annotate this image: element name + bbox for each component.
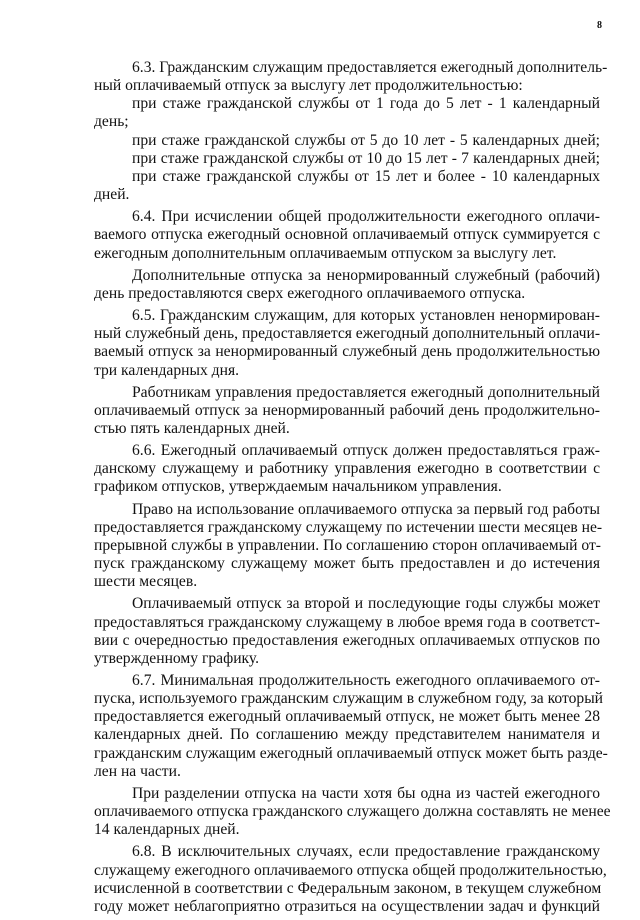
paragraph-first-year-leave — [94, 500, 603, 592]
text-line: ваемого отпуска ежегодный основной оплачиваемый отпуск суммируется с — [94, 226, 600, 244]
paragraph-6-6 — [94, 442, 600, 496]
text-line: предоставляется ежегодный оплачиваемый отпуск, не может быть менее 28 — [94, 708, 600, 726]
text-line: предоставляется гражданскому служащему по истечении шести месяцев не- — [94, 518, 603, 536]
paragraph-6-7 — [94, 672, 608, 781]
text-line: Дополнительные отпуска за ненормированный служебный (рабочий) — [132, 266, 600, 284]
paragraph-6-4 — [94, 208, 600, 262]
text-line: исчисленной в соответствии с Федеральным законом, в текущем служебном — [94, 879, 602, 897]
text-line: При разделении отпуска на части хотя бы одна из частей ежегодного — [132, 784, 600, 802]
paragraph-additional-leave — [94, 267, 600, 303]
text-line: ный оплачиваемый отпуск за выслугу лет продолжительностью: — [94, 77, 523, 95]
text-line: Оплачиваемый отпуск за второй и последующие годы службы может — [132, 595, 600, 613]
text-line: лен на части. — [94, 762, 181, 780]
text-line: гражданским служащим ежегодный оплачиваемый отпуск может быть разде- — [94, 744, 608, 762]
text-line: стью пять календарных дней. — [94, 419, 290, 437]
paragraph-6-8 — [94, 843, 607, 916]
text-line: при стаже гражданской службы от 1 года до 5 лет - 1 календарный — [132, 95, 600, 113]
text-line: ваемый отпуск за ненормированный служебный день продолжительностью — [94, 343, 600, 361]
text-line: году может неблагоприятно отразиться на осуществлении задач и функций — [94, 897, 600, 915]
text-line: шести месяцев. — [94, 573, 198, 591]
paragraph-6-3 — [94, 59, 608, 204]
text-line: 6.3. Гражданским служащим предоставляется ежегодный дополнитель- — [132, 59, 608, 76]
text-line: 6.7. Минимальная продолжительность ежегодного оплачиваемого от- — [132, 672, 600, 689]
text-line: Право на использование оплачиваемого отпуска за первый год работы — [132, 500, 600, 518]
text-line: календарных дней. По соглашению между представителем нанимателя и — [94, 726, 600, 744]
text-line: пуска, используемого гражданским служащим в служебном году, за который — [94, 690, 604, 708]
paragraph-subsequent-years — [94, 595, 600, 668]
text-line: 6.5. Гражданским служащим, для которых установлен ненормирован- — [132, 307, 600, 325]
page-number: 8 — [597, 20, 602, 31]
text-line: вии с очередностью предоставления ежегодных оплачиваемых отпусков по — [94, 631, 600, 649]
paragraph-staff-leave — [94, 384, 600, 438]
text-line: 14 календарных дней. — [94, 821, 240, 839]
text-line: день предоставляются сверх ежегодного оплачиваемого отпуска. — [94, 284, 526, 302]
text-line: данскому служащему и работнику управления ежегодно в соответствии с — [94, 460, 600, 478]
text-line: при стаже гражданской службы от 5 до 10 лет - 5 календарных дней; — [132, 131, 600, 149]
text-line: пуск гражданскому служащему может быть предоставлен и до истечения — [94, 555, 600, 573]
text-line: 6.8. В исключительных случаях, если предоставление гражданскому — [132, 843, 600, 861]
text-line: при стаже гражданской службы от 15 лет и более - 10 календарных — [132, 167, 600, 185]
paragraph-6-5 — [94, 307, 600, 380]
text-line: 6.4. При исчислении общей продолжительности ежегодного оплачи- — [132, 208, 600, 226]
paragraph-leave-split — [94, 784, 611, 839]
document-body — [94, 59, 611, 920]
text-line: Работникам управления предоставляется ежегодный дополнительный — [132, 383, 600, 401]
text-line: при стаже гражданской службы от 10 до 15 лет - 7 календарных дней; — [132, 149, 600, 167]
text-line: предоставляться гражданскому служащему в любое время года в соответст- — [94, 613, 600, 631]
text-line: ежегодным дополнительным оплачиваемым отпуском за выслугу лет. — [94, 244, 557, 262]
text-line: графиком отпусков, утверждаемым начальником управления. — [94, 478, 502, 496]
text-line: дней. — [94, 186, 130, 204]
text-line: оплачиваемого отпуска гражданского служащего должна составлять не менее — [94, 803, 611, 821]
text-line: день; — [94, 113, 129, 131]
text-line: служащему ежегодного оплачиваемого отпуска общей продолжительностью, — [94, 861, 607, 879]
text-line: три календарных дня. — [94, 361, 240, 379]
text-line: 6.6. Ежегодный оплачиваемый отпуск должен предоставляться граж- — [132, 442, 600, 460]
text-line: утвержденному графику. — [94, 649, 260, 667]
text-line: ный служебный день, предоставляется ежегодный дополнительный оплачи- — [94, 325, 601, 343]
text-line: оплачиваемый отпуск за ненормированный рабочий день продолжительно- — [94, 401, 600, 419]
text-line: прерывной службы в управлении. По соглашению сторон оплачиваемый от- — [94, 536, 601, 554]
